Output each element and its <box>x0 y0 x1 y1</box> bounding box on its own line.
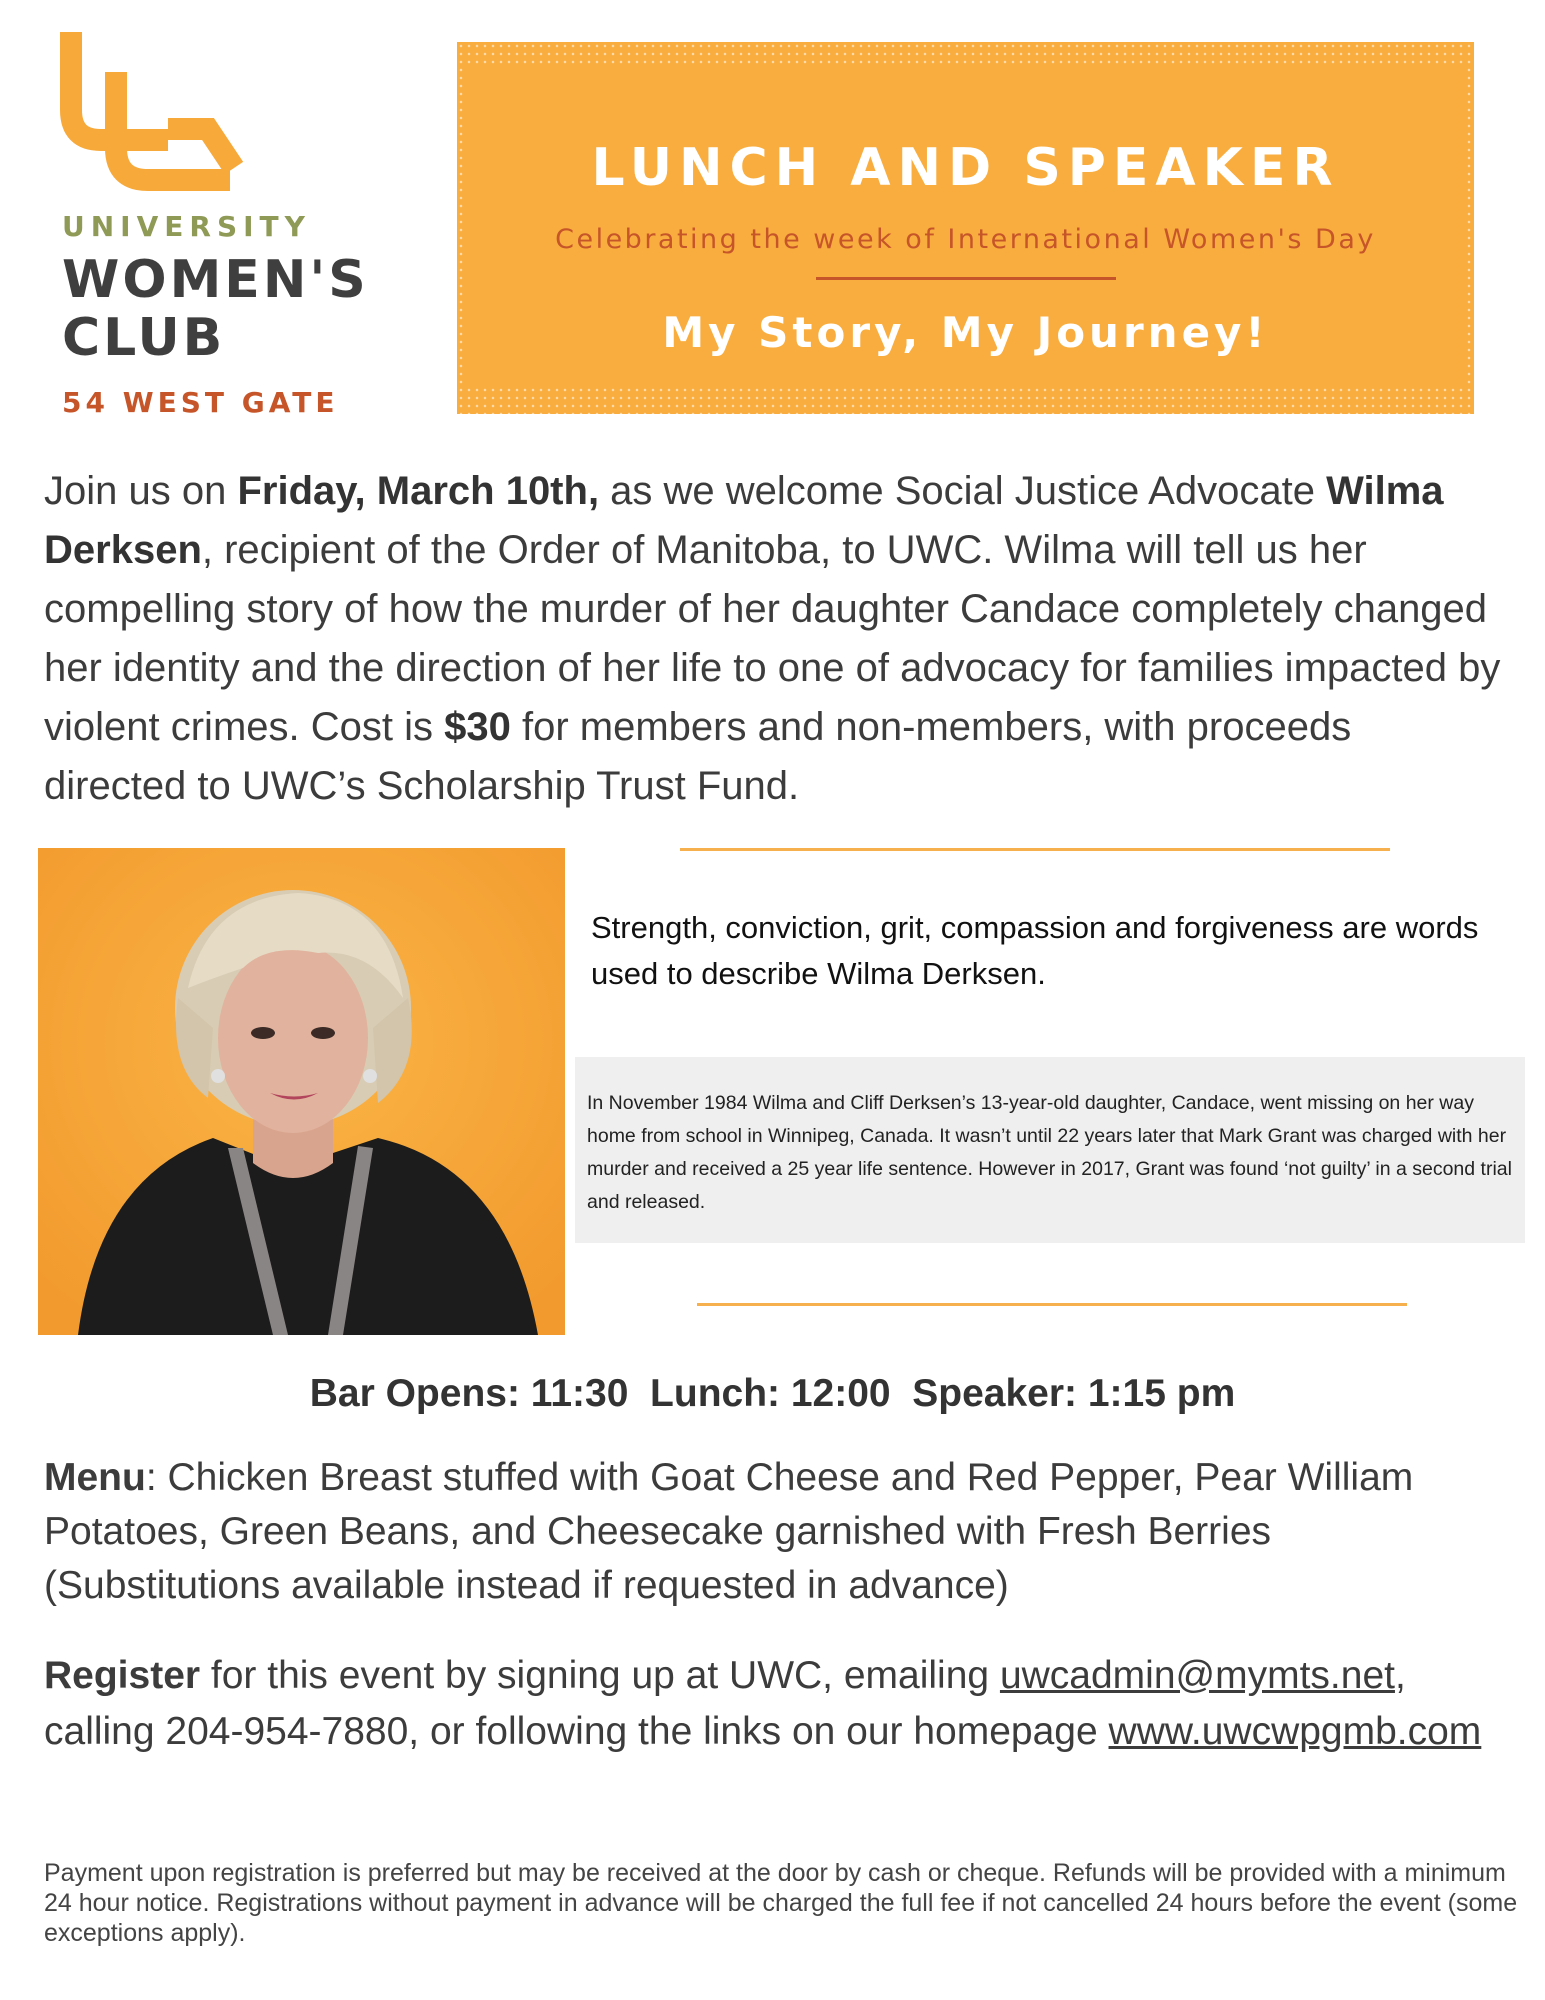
banner-subtitle: Celebrating the week of International Women's Day <box>555 224 1376 255</box>
intro-paragraph <box>44 462 1504 816</box>
club-logo <box>58 30 388 430</box>
website-link[interactable]: www.uwcwpgmb.com <box>1108 1710 1482 1753</box>
banner-tagline: My Story, My Journey! <box>662 308 1269 357</box>
logo-university-text: UNIVERSITY <box>62 210 311 243</box>
orange-divider-top <box>680 848 1390 851</box>
intro-text: Join us on <box>44 469 238 513</box>
story-text: In November 1984 Wilma and Cliff Derksen’s 13-year-old daughter, Candace, went missing on her way home from school in Winnipeg, Canada. It wasn’t until 22 years later that Mark Grant was charged with her murder and received a 25 year life sentence. However in 2017, Grant was found ‘not guilty’ in a second trial and released. <box>587 1092 1512 1213</box>
logo-womens-text: WOMEN'S <box>62 250 369 310</box>
payment-fine-print: Payment upon registration is preferred but may be received at the door by cash or cheque. Refunds will be provided with a minimum 24 hour notice. Registrations without payment in advance will be charged the full fee if not cancelled 24 hours before the event (some exceptions apply). <box>44 1859 1518 1947</box>
menu-text: : Chicken Breast stuffed with Goat Cheese and Red Pepper, Pear William Potatoes, Green Beans, and Cheesecake garnished with Fresh Berries (Substitutions available instead if requested in advance) <box>44 1456 1414 1607</box>
portrait-illustration <box>38 848 565 1335</box>
email-link[interactable]: uwcadmin@mymts.net <box>999 1654 1395 1697</box>
event-schedule: Bar Opens: 11:30 Lunch: 12:00 Speaker: 1:15 pm <box>309 1372 1236 1415</box>
intro-text: , recipient of the Order of Manitoba, to UWC. Wilma will tell us her compelling story of how the murder of her daughter Candace completely changed her identity and the direction of her life to one of advocacy for families impacted by violent crimes. Cost is <box>44 528 1501 749</box>
banner-title: LUNCH AND SPEAKER <box>591 138 1340 198</box>
banner-panel <box>467 68 1464 388</box>
register-label: Register <box>44 1654 201 1697</box>
orange-divider-bottom <box>697 1303 1407 1306</box>
logo-club-text: CLUB <box>62 308 226 368</box>
register-text: , calling 204-954-7880, or following the links on our homepage <box>44 1654 1406 1753</box>
logo-address: 54 WEST GATE <box>62 386 339 419</box>
menu-paragraph <box>44 1451 1484 1613</box>
speaker-quote: Strength, conviction, grit, compassion and forgiveness are words used to describe Wilma Derksen. <box>591 910 1479 991</box>
speaker-name: Wilma Derksen <box>44 469 1444 572</box>
event-date: Friday, March 10th, <box>237 469 600 513</box>
uwc-monogram-icon <box>58 30 248 200</box>
intro-text: for members and non-members, with proceeds directed to UWC’s Scholarship Trust Fund. <box>44 705 1352 808</box>
menu-label: Menu <box>44 1456 146 1499</box>
banner-divider <box>816 277 1116 280</box>
event-price: $30 <box>444 705 511 749</box>
register-text: for this event by signing up at UWC, emailing <box>200 1654 1000 1697</box>
intro-text: as we welcome Social Justice Advocate <box>599 469 1327 513</box>
speaker-portrait-photo <box>38 848 565 1335</box>
story-box <box>575 1057 1525 1243</box>
register-paragraph <box>44 1648 1504 1760</box>
event-banner <box>457 42 1474 414</box>
